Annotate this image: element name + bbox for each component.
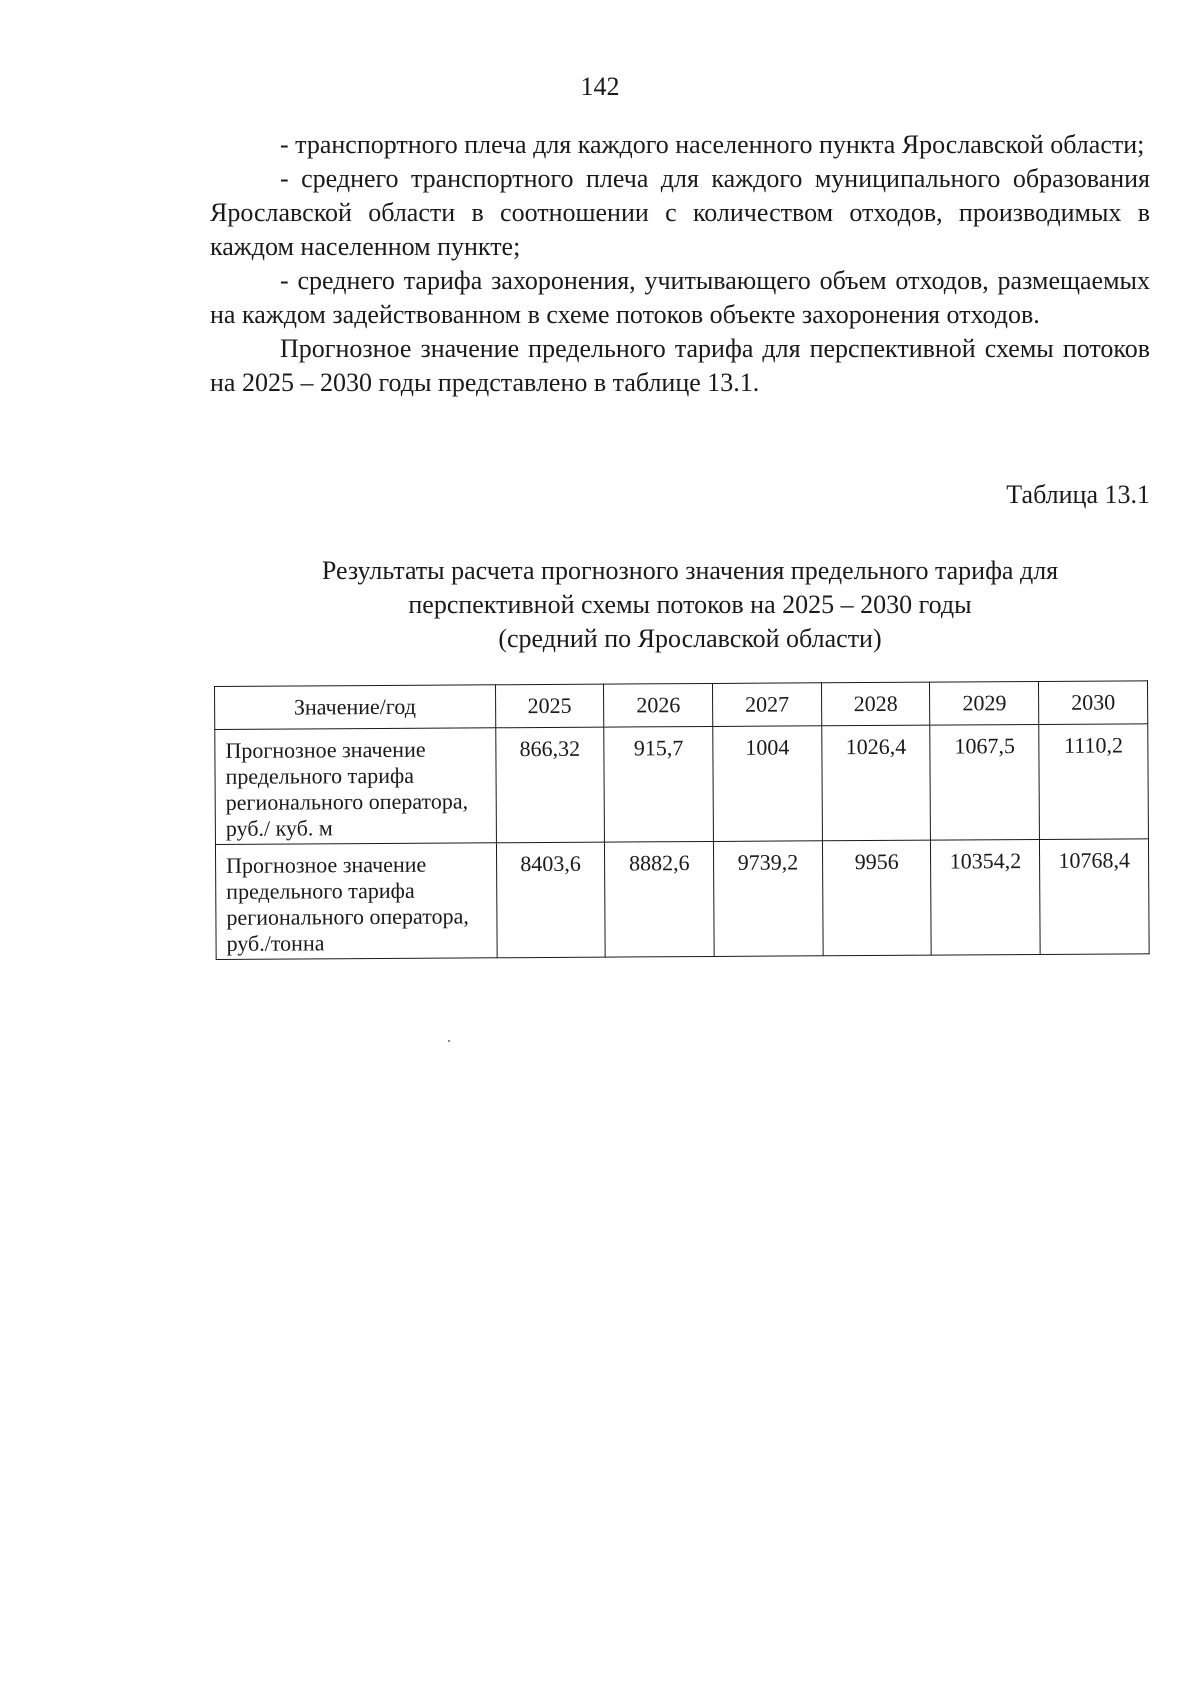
table-caption: Таблица 13.1 [1006,480,1150,509]
row-label-line: предельного тарифа [226,877,415,904]
header-cell: 2025 [495,684,604,728]
page-number: 142 [580,72,620,101]
header-cell: 2028 [821,682,930,726]
row-label-line: Прогнозное значение [226,851,427,878]
row-label-line: руб./тонна [226,930,325,956]
value-cell: 8403,6 [496,842,605,958]
body-paragraph: Прогнозное значение предельного тарифа для перспективной схемы потоков на 2025 – 2030 годы представлено в таблице 13.1. [210,334,1150,397]
row-label-line: регионального оператора, [225,788,469,815]
row-label-line: регионального оператора, [226,903,469,930]
body-text [210,128,1150,400]
bullet-item: - среднего транспортного плеча для каждого муниципального образования Ярославской области в соотношении с количеством отходов, производимых в каждом населенном пункте; [210,164,1150,261]
table-row [215,839,1149,960]
value-cell: 1004 [713,726,822,842]
header-cell: 2026 [604,683,713,727]
row-label-line: руб./ куб. м [225,815,333,841]
header-cell: 2029 [930,681,1039,725]
value-cell: 9739,2 [714,841,823,957]
header-cell: Значение/год [215,685,496,730]
bullet-item: - транспортного плеча для каждого населенного пункта Ярославской области; [280,130,1145,159]
header-cell: 2030 [1039,681,1148,725]
value-cell: 866,32 [495,727,604,843]
value-cell: 9956 [822,840,931,956]
value-cell: 1026,4 [822,725,931,841]
table-title-line: (средний по Ярославской области) [498,624,882,653]
bullet-item: - среднего тарифа захоронения, учитывающего объем отходов, размещаемых на каждом задействованном в схеме потоков объекте захоронения отходов. [210,266,1150,329]
value-cell: 10354,2 [931,839,1040,955]
scan-speck [448,1040,450,1042]
value-cell: 8882,6 [605,841,714,957]
table-title [240,554,1140,656]
row-label [215,728,496,845]
tariff-table [214,680,1150,960]
header-cell: 2027 [713,683,822,727]
row-label [215,843,496,960]
row-label-line: предельного тарифа [225,762,415,789]
value-cell: 915,7 [604,726,713,842]
value-cell: 1110,2 [1039,724,1148,840]
row-label-line: Прогнозное значение [225,736,426,763]
table-title-line: перспективной схемы потоков на 2025 – 2030 годы [408,590,972,619]
table-title-line: Результаты расчета прогнозного значения предельного тарифа для [321,556,1059,585]
value-cell: 10768,4 [1040,839,1149,955]
value-cell: 1067,5 [930,724,1039,840]
table-row [215,724,1149,845]
table-header-row [215,681,1148,730]
